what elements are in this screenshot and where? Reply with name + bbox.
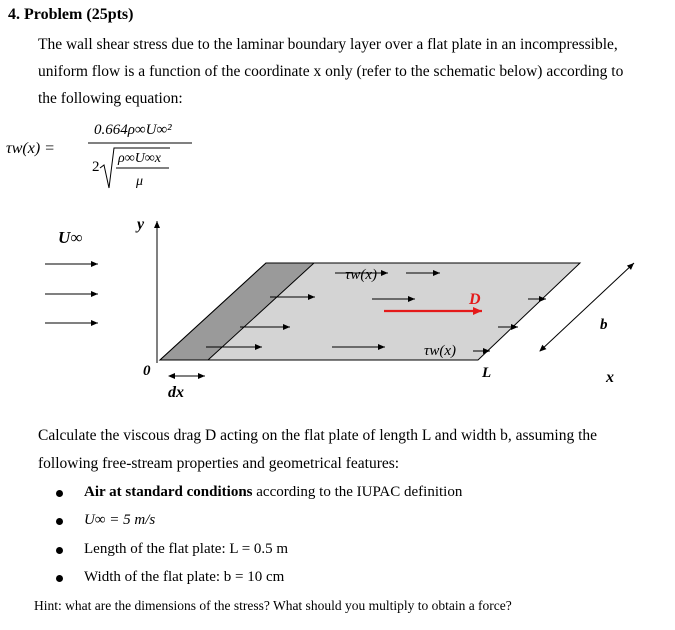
bullet-icon: [56, 490, 63, 497]
equation-coef: 2: [92, 159, 100, 175]
intro-line-1: The wall shear stress due to the laminar boundary layer over a flat plate in an incompressible,: [38, 36, 618, 53]
y-axis-label: y: [137, 216, 145, 233]
free-stream-label: U∞: [58, 228, 83, 247]
tau-bottom-label: τw(x): [424, 343, 457, 359]
length-label: L: [482, 365, 492, 381]
drag-label: D: [469, 291, 481, 308]
tau-top-label: τw(x): [345, 267, 378, 283]
flat-plate-schematic: [0, 205, 675, 415]
width-label: b: [600, 317, 608, 333]
intro-line-3: the following equation:: [38, 90, 183, 107]
equation-lhs: τw(x) =: [6, 140, 55, 157]
x-axis-label: x: [606, 369, 614, 386]
dx-label: dx: [168, 384, 184, 401]
origin-label: 0: [143, 363, 151, 379]
hint-text: Hint: what are the dimensions of the stress? What should you multiply to obtain a force?: [34, 598, 512, 613]
equation-root-denominator: μ: [136, 174, 144, 189]
bullet-icon: [56, 518, 63, 525]
shear-stress-equation: [6, 116, 206, 196]
bullet-icon: [56, 575, 63, 582]
problem-heading: 4. Problem (25pts): [8, 6, 134, 23]
intro-line-2: uniform flow is a function of the coordinate x only (refer to the schematic below) according to: [38, 63, 624, 80]
bullet-icon: [56, 547, 63, 554]
equation-root-numerator: ρ∞U∞x: [118, 151, 162, 166]
task-line-1: Calculate the viscous drag D acting on the flat plate of length L and width b, assuming the: [38, 427, 598, 444]
task-line-2: following free-stream properties and geometrical features:: [38, 455, 400, 472]
equation-numerator: 0.664ρ∞U∞²: [94, 122, 172, 138]
